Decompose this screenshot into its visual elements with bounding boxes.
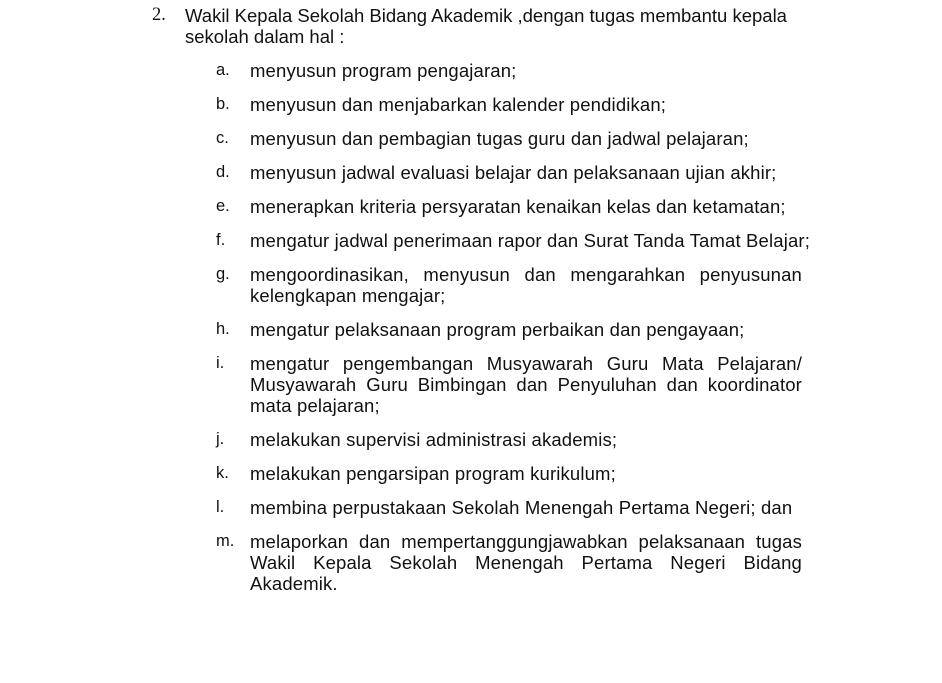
sub-item-text: menyusun dan pembagian tugas guru dan jadwal pelajaran; [250, 128, 749, 149]
sub-item-letter: j. [216, 430, 225, 448]
sub-item-text: melaporkan dan mempertanggungjawabkan pelaksanaan tugas Wakil Kepala Sekolah Menengah Pertama Negeri Bidang Akademik. [250, 531, 802, 594]
sub-item-letter: a. [216, 61, 230, 79]
sub-item-c [216, 128, 836, 149]
sub-item-j [216, 429, 836, 450]
sub-item-l [216, 497, 836, 518]
main-item-text: Wakil Kepala Sekolah Bidang Akademik ,dengan tugas membantu kepala sekolah dalam hal : [185, 5, 787, 47]
sub-item-e [216, 196, 836, 217]
sub-item-m [216, 531, 836, 594]
sub-item-d [216, 162, 836, 183]
sub-item-text: mengatur pengembangan Musyawarah Guru Mata Pelajaran/ Musyawarah Guru Bimbingan dan Penyuluhan dan koordinator mata pelajaran; [250, 353, 802, 416]
sub-item-text: menyusun jadwal evaluasi belajar dan pelaksanaan ujian akhir; [250, 162, 777, 183]
sub-item-h [216, 319, 836, 340]
sub-item-text: mengatur jadwal penerimaan rapor dan Surat Tanda Tamat Belajar; [250, 230, 810, 251]
sub-item-text: melakukan supervisi administrasi akademis; [250, 429, 618, 450]
sub-item-text: menerapkan kriteria persyaratan kenaikan kelas dan ketamatan; [250, 196, 786, 217]
sub-item-i [216, 353, 836, 416]
sub-item-text: menyusun program pengajaran; [250, 60, 517, 81]
sub-item-letter: f. [216, 231, 226, 249]
sub-item-letter: d. [216, 163, 230, 181]
sub-item-letter: l. [216, 498, 225, 516]
sub-item-text: mengatur pelaksanaan program perbaikan dan pengayaan; [250, 319, 745, 340]
sub-item-text: melakukan pengarsipan program kurikulum; [250, 463, 616, 484]
sub-item-g [216, 264, 836, 306]
sub-item-text: menyusun dan menjabarkan kalender pendidikan; [250, 94, 667, 115]
sub-item-letter: m. [216, 532, 235, 550]
sub-item-text: mengoordinasikan, menyusun dan mengarahkan penyusunan kelengkapan mengajar; [250, 264, 802, 306]
sub-item-letter: h. [216, 320, 230, 338]
sub-item-letter: k. [216, 464, 229, 482]
sub-item-letter: c. [216, 129, 229, 147]
sub-item-letter: e. [216, 197, 230, 215]
sub-item-b [216, 94, 836, 115]
sub-item-f [216, 230, 836, 251]
sub-item-a [216, 60, 836, 81]
sub-item-letter: b. [216, 95, 230, 113]
sub-item-text: membina perpustakaan Sekolah Menengah Pertama Negeri; dan [250, 497, 793, 518]
sub-item-list [216, 60, 836, 607]
sub-item-k [216, 463, 836, 484]
sub-item-letter: g. [216, 265, 230, 283]
sub-item-letter: i. [216, 354, 225, 372]
main-item-number: 2. [152, 5, 166, 25]
